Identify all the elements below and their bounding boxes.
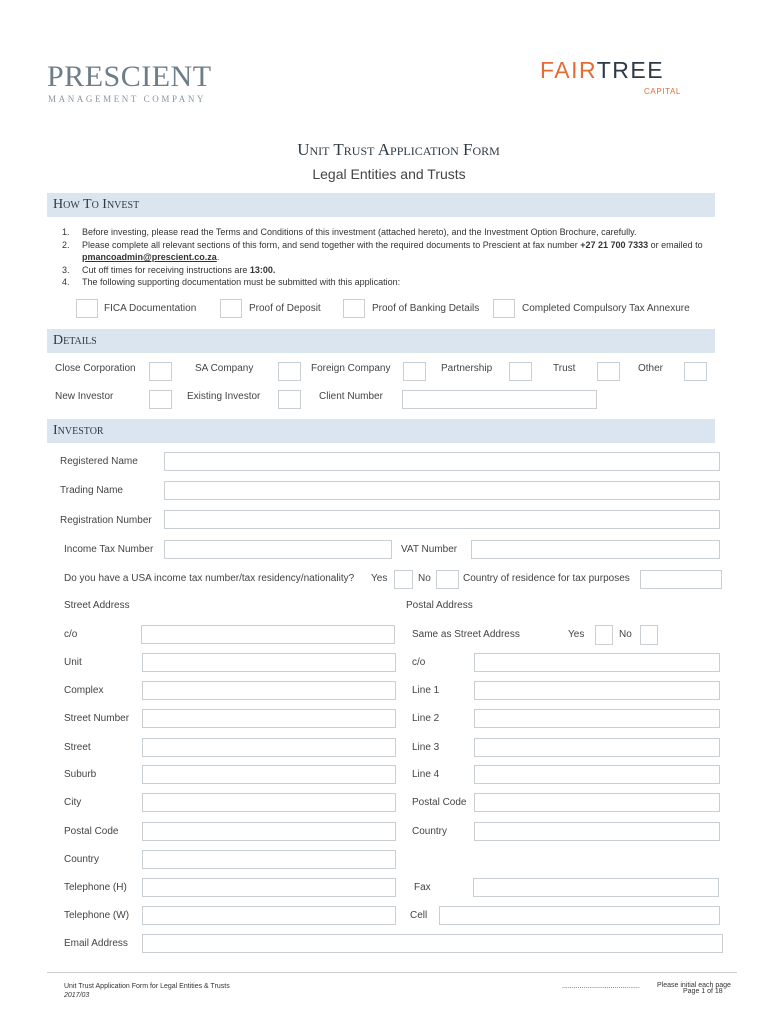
same-no-label: No [619, 629, 632, 640]
investor-bar [47, 419, 715, 443]
postal-code-label: Postal Code [412, 797, 467, 808]
same-as-street-label: Same as Street Address [412, 629, 520, 640]
tax-annexure-checkbox[interactable] [493, 299, 515, 318]
street-address-heading: Street Address [64, 600, 130, 611]
registered-name-field[interactable] [164, 452, 720, 471]
suburb-label: Suburb [64, 769, 97, 780]
street-country-field[interactable] [142, 850, 396, 869]
registration-number-label: Registration Number [60, 515, 152, 526]
usa-no-label: No [418, 573, 431, 584]
street-number-label: Street Number [64, 713, 130, 724]
street-number-field[interactable] [142, 709, 396, 728]
email-label: Email Address [64, 938, 128, 949]
registration-number-field[interactable] [164, 510, 720, 529]
street-complex-label: Complex [64, 685, 104, 696]
cell-field[interactable] [439, 906, 720, 925]
close-corporation-checkbox[interactable] [149, 362, 172, 381]
tax-annexure-label: Completed Compulsory Tax Annexure [522, 303, 690, 314]
initial-text: Please initial each page [657, 982, 731, 989]
fairtree-logo-tree: TREE [596, 57, 665, 83]
new-investor-label: New Investor [55, 391, 114, 402]
fax-number: +27 21 700 7333 [580, 239, 649, 250]
vat-number-label: VAT Number [401, 544, 458, 555]
fairtree-logo [540, 57, 664, 84]
postal-line1-field[interactable] [474, 681, 720, 700]
other-checkbox[interactable] [684, 362, 707, 381]
fica-label: FICA Documentation [104, 303, 197, 314]
usa-question-label: Do you have a USA income tax number/tax residency/nationality? [64, 573, 355, 584]
postal-code-field[interactable] [474, 793, 720, 812]
instruction-item: 2. Please complete all relevant sections of this form, and send together with the required documents to Prescient at fax number +27 21 700 7333 or emailed to pmancoadmin@prescient.co.za. [62, 239, 703, 262]
sa-company-checkbox[interactable] [278, 362, 301, 381]
sa-company-label: SA Company [195, 363, 254, 374]
same-no-checkbox[interactable] [640, 625, 658, 645]
instruction-item: 4. The following supporting documentation must be submitted with this application: [62, 277, 401, 287]
close-corporation-label: Close Corporation [55, 363, 136, 374]
footer-date: 2017/03 [64, 992, 90, 999]
existing-investor-checkbox[interactable] [278, 390, 301, 409]
fica-checkbox[interactable] [76, 299, 98, 318]
client-number-label: Client Number [319, 391, 383, 402]
income-tax-field[interactable] [164, 540, 392, 559]
fax-label: Fax [414, 882, 431, 893]
country-residence-label: Country of residence for tax purposes [463, 573, 630, 584]
telephone-w-field[interactable] [142, 906, 396, 925]
suburb-field[interactable] [142, 765, 396, 784]
street-unit-label: Unit [64, 657, 82, 668]
cell-label: Cell [410, 910, 428, 921]
partnership-label: Partnership [441, 363, 493, 374]
initial-line: ........................................ [562, 983, 640, 990]
same-yes-label: Yes [568, 629, 585, 640]
how-to-invest-heading: How To Invest [53, 197, 140, 212]
proof-deposit-label: Proof of Deposit [249, 303, 321, 314]
city-label: City [64, 797, 82, 808]
trust-label: Trust [553, 363, 576, 374]
street-country-label: Country [64, 854, 100, 865]
street-field[interactable] [142, 738, 396, 757]
email-field[interactable] [142, 934, 723, 953]
street-unit-field[interactable] [142, 653, 396, 672]
new-investor-checkbox[interactable] [149, 390, 172, 409]
postal-co-field[interactable] [474, 653, 720, 672]
street-label: Street [64, 742, 91, 753]
postal-country-field[interactable] [474, 822, 720, 841]
trust-checkbox[interactable] [597, 362, 620, 381]
country-residence-field[interactable] [640, 570, 722, 589]
details-heading: Details [53, 333, 97, 348]
usa-yes-checkbox[interactable] [394, 570, 413, 589]
cutoff-time: 13:00. [249, 264, 276, 275]
city-field[interactable] [142, 793, 396, 812]
footer-form-name: Unit Trust Application Form for Legal Entities & Trusts [64, 983, 230, 990]
trading-name-field[interactable] [164, 481, 720, 500]
street-co-label: c/o [64, 629, 78, 640]
street-postal-code-field[interactable] [142, 822, 396, 841]
proof-banking-label: Proof of Banking Details [372, 303, 480, 314]
instructions [62, 226, 722, 289]
prescient-logo-subtitle: MANAGEMENT COMPANY [48, 94, 207, 104]
postal-line4-field[interactable] [474, 765, 720, 784]
postal-line3-label: Line 3 [412, 742, 440, 753]
usa-yes-label: Yes [371, 573, 388, 584]
investor-heading: Investor [53, 423, 104, 438]
same-yes-checkbox[interactable] [595, 625, 613, 645]
foreign-company-label: Foreign Company [311, 363, 391, 374]
telephone-w-label: Telephone (W) [64, 910, 130, 921]
existing-investor-label: Existing Investor [187, 391, 261, 402]
postal-line1-label: Line 1 [412, 685, 440, 696]
street-postal-code-label: Postal Code [64, 826, 119, 837]
how-to-invest-bar [47, 193, 715, 217]
instruction-item: 1. Before investing, please read the Terms and Conditions of this investment (attached hereto), and the Investment Option Brochure, carefully. [62, 227, 637, 237]
postal-address-heading: Postal Address [406, 600, 473, 611]
prescient-logo: PRESCIENT [47, 60, 212, 93]
page-number: Page 1 of 18 [683, 988, 723, 995]
proof-banking-checkbox[interactable] [343, 299, 365, 318]
usa-no-checkbox[interactable] [436, 570, 459, 589]
registered-name-label: Registered Name [60, 456, 138, 467]
instruction-item: 3. Cut off times for receiving instructions are 13:00. [62, 264, 276, 275]
foreign-company-checkbox[interactable] [403, 362, 426, 381]
telephone-h-field[interactable] [142, 878, 396, 897]
form-title: Unit Trust Application Form [297, 140, 500, 159]
details-bar [47, 329, 715, 353]
postal-line4-label: Line 4 [412, 769, 440, 780]
postal-line2-label: Line 2 [412, 713, 440, 724]
fairtree-logo-capital: CAPITAL [644, 87, 681, 96]
proof-deposit-checkbox[interactable] [220, 299, 242, 318]
street-co-field[interactable] [141, 625, 395, 644]
fax-field[interactable] [473, 878, 719, 897]
postal-line2-field[interactable] [474, 709, 720, 728]
fairtree-logo-fair: FAIR [540, 57, 597, 83]
client-number-field[interactable] [402, 390, 597, 409]
partnership-checkbox[interactable] [509, 362, 532, 381]
income-tax-label: Income Tax Number [64, 544, 154, 555]
other-label: Other [638, 363, 664, 374]
footer-divider [47, 972, 737, 973]
form-subtitle: Legal Entities and Trusts [312, 166, 466, 182]
telephone-h-label: Telephone (H) [64, 882, 127, 893]
postal-country-label: Country [412, 826, 448, 837]
vat-number-field[interactable] [471, 540, 720, 559]
trading-name-label: Trading Name [60, 485, 123, 496]
postal-co-label: c/o [412, 657, 426, 668]
street-complex-field[interactable] [142, 681, 396, 700]
email-link[interactable]: pmancoadmin@prescient.co.za [82, 252, 217, 262]
postal-line3-field[interactable] [474, 738, 720, 757]
